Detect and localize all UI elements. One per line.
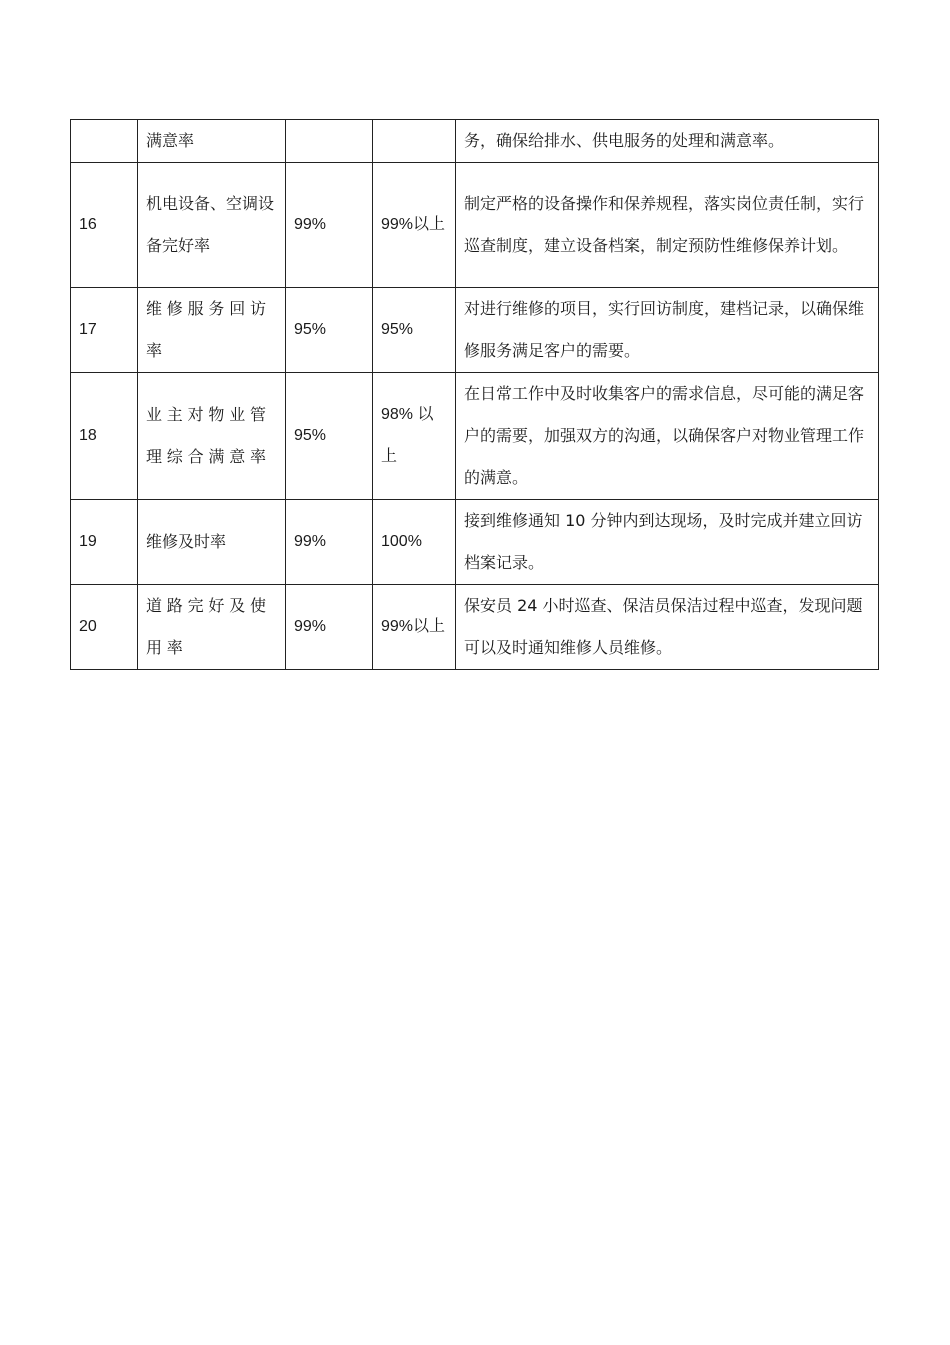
row-item: 满意率	[138, 120, 286, 163]
row-item: 机电设备、空调设备完好率	[138, 163, 286, 288]
row-target	[373, 120, 456, 163]
row-item: 维修及时率	[138, 500, 286, 585]
table-row	[71, 500, 879, 585]
row-item: 维修服务回访率	[138, 288, 286, 373]
row-target: 99%以上	[373, 585, 456, 670]
row-standard: 99%	[286, 585, 373, 670]
row-measure: 务，确保给排水、供电服务的处理和满意率。	[456, 120, 879, 163]
table-row	[71, 373, 879, 500]
row-standard: 95%	[286, 373, 373, 500]
row-number: 17	[71, 288, 138, 373]
row-item: 业主对物业管理综合满意率	[138, 373, 286, 500]
table-row	[71, 120, 879, 163]
row-target: 100%	[373, 500, 456, 585]
row-measure: 在日常工作中及时收集客户的需求信息，尽可能的满足客户的需要，加强双方的沟通，以确保客户对物业管理工作的满意。	[456, 373, 879, 500]
row-number: 20	[71, 585, 138, 670]
row-standard: 99%	[286, 500, 373, 585]
row-measure: 接到维修通知 10 分钟内到达现场，及时完成并建立回访档案记录。	[456, 500, 879, 585]
row-standard: 95%	[286, 288, 373, 373]
row-number: 19	[71, 500, 138, 585]
row-measure: 对进行维修的项目，实行回访制度，建档记录，以确保维修服务满足客户的需要。	[456, 288, 879, 373]
kpi-table	[70, 119, 879, 670]
row-number: 18	[71, 373, 138, 500]
table-row	[71, 163, 879, 288]
row-number	[71, 120, 138, 163]
row-measure: 制定严格的设备操作和保养规程，落实岗位责任制，实行巡查制度，建立设备档案，制定预防性维修保养计划。	[456, 163, 879, 288]
row-item: 道路完好及使用率	[138, 585, 286, 670]
row-target: 95%	[373, 288, 456, 373]
row-target: 98% 以上	[373, 373, 456, 500]
row-number: 16	[71, 163, 138, 288]
row-target: 99%以上	[373, 163, 456, 288]
table-row	[71, 585, 879, 670]
row-standard	[286, 120, 373, 163]
table-row	[71, 288, 879, 373]
row-measure: 保安员 24 小时巡查、保洁员保洁过程中巡查，发现问题可以及时通知维修人员维修。	[456, 585, 879, 670]
row-standard: 99%	[286, 163, 373, 288]
